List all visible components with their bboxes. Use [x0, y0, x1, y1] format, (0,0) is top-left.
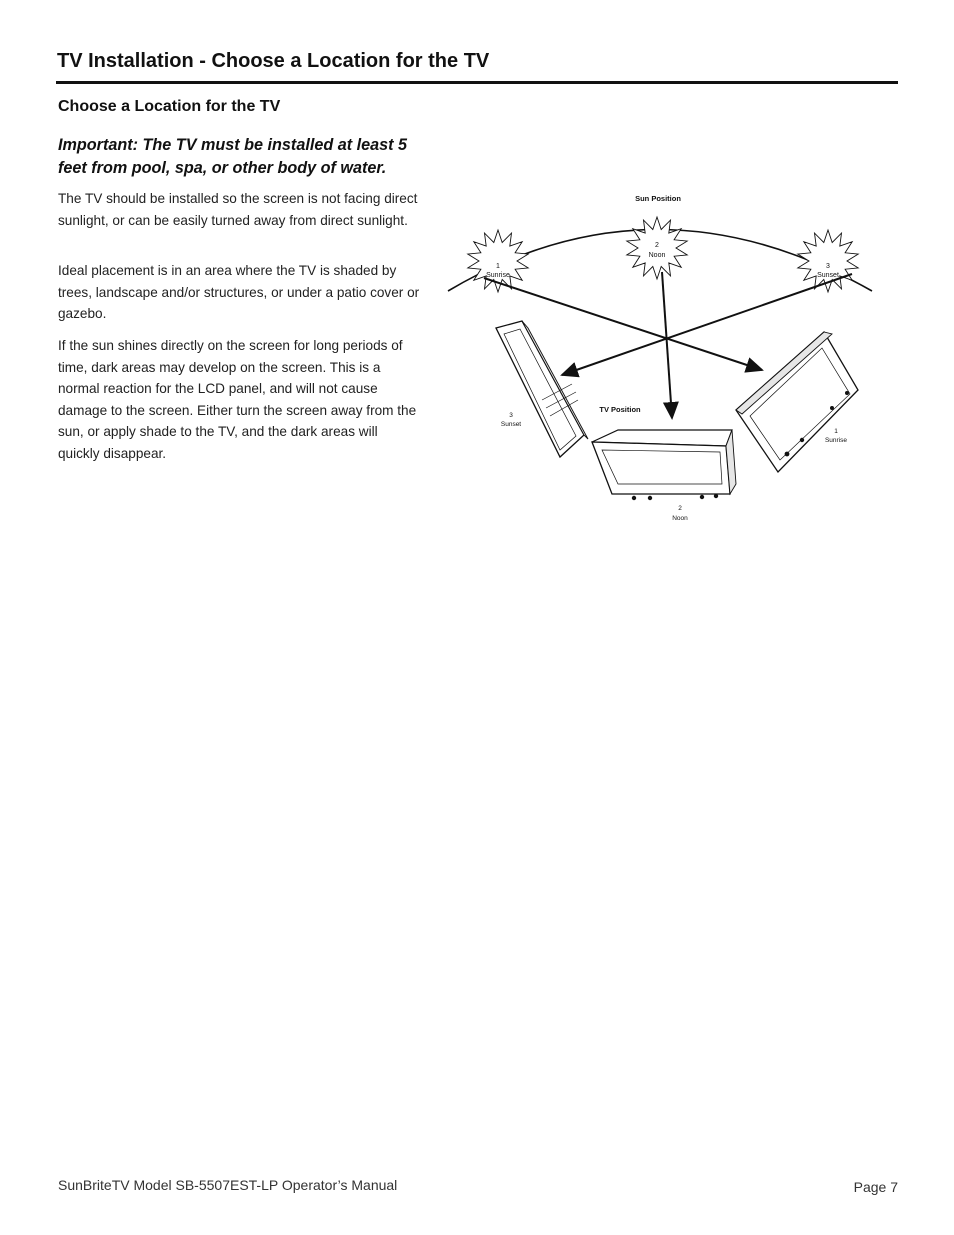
footer-page-number: Page 7 — [853, 1179, 898, 1195]
tv-sunset — [496, 321, 588, 457]
paragraph-ideal-placement: Ideal placement is in an area where the TV is shaded by trees, landscape and/or structures, or under a patio cover or gazebo. — [58, 263, 420, 321]
tv-position-label: TV Position — [599, 405, 641, 414]
sun-1-number: 1 — [496, 263, 500, 270]
section-heading: Choose a Location for the TV — [58, 98, 281, 115]
sun-1-label: Sunrise — [486, 272, 510, 279]
tv-1-label: Sunrise — [824, 437, 848, 444]
sun-2-number: 2 — [655, 242, 659, 249]
tv-2-number: 2 — [678, 505, 682, 512]
tv-sunrise — [736, 332, 858, 472]
title-rule — [56, 81, 898, 84]
tv-1-number: 1 — [834, 428, 838, 435]
footer-manual-title: SunBriteTV Model SB-5507EST-LP Operator’s Manual — [58, 1177, 398, 1193]
tv-3-label: Sunset — [500, 421, 522, 428]
important-notice: Important: The TV must be installed at least 5 feet from pool, spa, or other body of water. — [58, 136, 407, 177]
sun-3-number: 3 — [826, 263, 830, 270]
sun-2-noon — [627, 217, 687, 279]
sun-2-label: Noon — [648, 252, 666, 259]
tv-3-number: 3 — [509, 412, 513, 419]
sun-position-diagram — [440, 188, 890, 528]
paragraph-direct-sunlight: The TV should be installed so the screen is not facing direct sunlight, or can be easily turned away from direct sunlight. — [58, 191, 418, 228]
tv-noon — [592, 430, 736, 500]
page-title: TV Installation - Choose a Location for the TV — [57, 50, 490, 72]
sun-position-label: Sun Position — [635, 194, 681, 203]
paragraph-dark-areas: If the sun shines directly on the screen for long periods of time, dark areas may develop on the screen. This is a normal reaction for the LCD panel, and will not cause damage to the screen. Either turn the screen away from the sun, or apply shade to the TV, and the dark areas will quickly disappear. — [58, 338, 417, 461]
tv-2-label: Noon — [672, 515, 688, 522]
sun-3-label: Sunset — [817, 272, 839, 279]
ray-noon-to-noon-tv — [662, 272, 672, 418]
